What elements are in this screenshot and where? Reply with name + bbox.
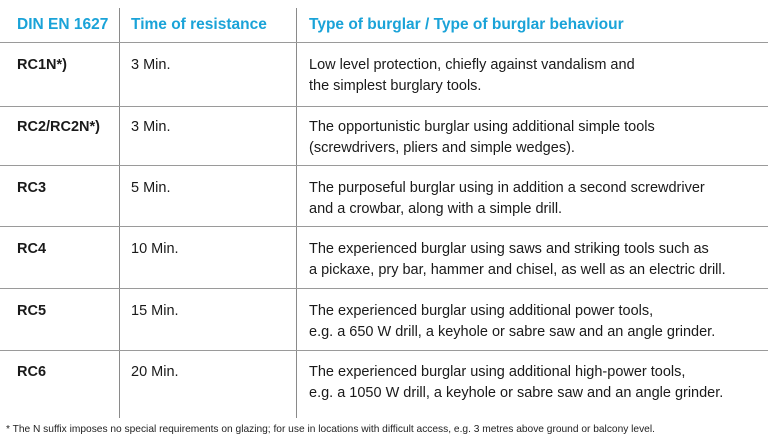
table-row-time: 3 Min. xyxy=(131,119,171,135)
table-row-time: 20 Min. xyxy=(131,364,179,380)
column-divider-2 xyxy=(296,8,297,418)
table-row-description-line2: and a crowbar, along with a simple drill. xyxy=(309,201,563,217)
table-row-code: RC6 xyxy=(17,364,47,380)
table-row-description-line1: The experienced burglar using additional high-power tools, xyxy=(309,364,686,380)
table-row-time: 3 Min. xyxy=(131,57,171,73)
table-row-code: RC1N*) xyxy=(17,57,67,73)
table-row-description-line1: The purposeful burglar using in addition a second screwdriver xyxy=(309,180,705,196)
table-row-description-line2: e.g. a 650 W drill, a keyhole or sabre saw and an angle grinder. xyxy=(309,324,716,340)
row-divider xyxy=(0,350,768,351)
row-divider xyxy=(0,288,768,289)
table-row-description-line2: (screwdrivers, pliers and simple wedges). xyxy=(309,140,575,156)
footnote: * The N suffix imposes no special requirements on glazing; for use in locations with difficult access, e.g. 3 metres above ground or balcony level. xyxy=(6,424,655,435)
table-row-time: 10 Min. xyxy=(131,241,179,257)
table-row-description-line1: The experienced burglar using saws and striking tools such as xyxy=(309,241,709,257)
row-divider xyxy=(0,42,768,43)
row-divider xyxy=(0,106,768,107)
table-row-description-line2: the simplest burglary tools. xyxy=(309,78,482,94)
header-din-en-1627: DIN EN 1627 xyxy=(17,16,109,33)
table-row-description-line1: Low level protection, chiefly against vandalism and xyxy=(309,57,635,73)
header-time-of-resistance: Time of resistance xyxy=(131,16,267,33)
table-row-description-line2: e.g. a 1050 W drill, a keyhole or sabre saw and an angle grinder. xyxy=(309,385,724,401)
row-divider xyxy=(0,226,768,227)
table-row-code: RC3 xyxy=(17,180,47,196)
table-row-description-line1: The experienced burglar using additional power tools, xyxy=(309,303,654,319)
table-row-time: 15 Min. xyxy=(131,303,179,319)
table-row-description-line1: The opportunistic burglar using additional simple tools xyxy=(309,119,655,135)
header-type-of-burglar: Type of burglar / Type of burglar behaviour xyxy=(309,16,624,33)
row-divider xyxy=(0,165,768,166)
table-row-description-line2: a pickaxe, pry bar, hammer and chisel, as well as an electric drill. xyxy=(309,262,726,278)
column-divider-1 xyxy=(119,8,120,418)
table-row-code: RC2/RC2N*) xyxy=(17,119,100,135)
table-row-code: RC4 xyxy=(17,241,47,257)
table-row-time: 5 Min. xyxy=(131,180,171,196)
table-row-code: RC5 xyxy=(17,303,47,319)
